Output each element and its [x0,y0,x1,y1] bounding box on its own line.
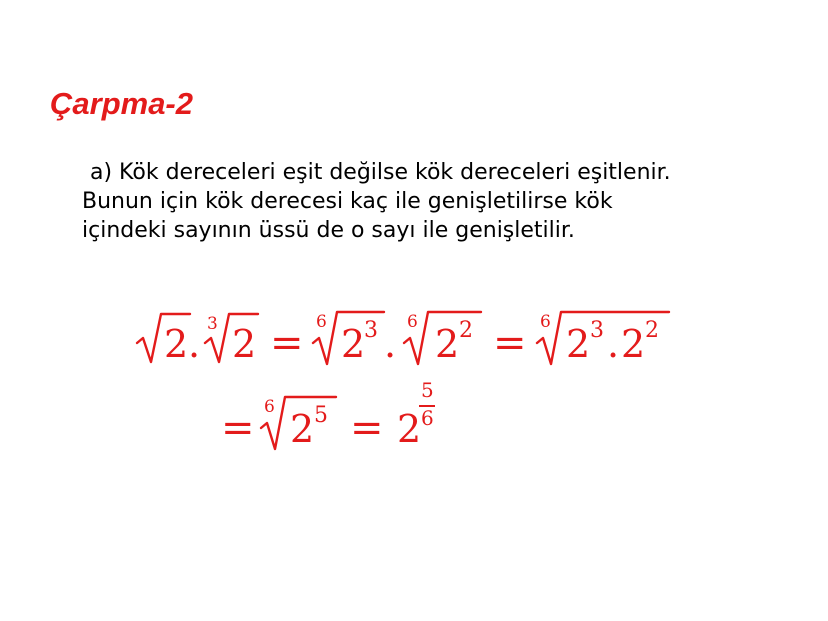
root6-4-base: 2 [290,407,315,451]
fraction-numerator: 5 [421,378,434,402]
root6-2-base: 2 [435,322,460,366]
cbrt-radicand: 2 [232,322,257,366]
body-line-1: a) Kök dereceleri eşit değilse kök dereceleri eşitlenir. [90,160,671,185]
equals-2: = [493,320,527,366]
root6-3-exp-2: 2 [645,318,659,343]
slide-title: Çarpma-2 [50,86,193,121]
root6-2-exp: 2 [459,318,473,343]
multiply-dot-2: . [384,322,397,366]
cbrt-index: 3 [207,314,218,334]
root6-3-base-1: 2 [566,322,591,366]
power-base: 2 [397,407,422,451]
root6-index-4: 6 [264,397,275,417]
multiply-dot-1: . [188,322,201,366]
root6-index-3: 6 [540,312,551,332]
equals-3: = [221,405,255,451]
body-line-2: Bunun için kök derecesi kaç ile genişletilirse kök [82,189,613,214]
root6-1-base: 2 [341,322,366,366]
equals-1: = [270,320,304,366]
root6-index-2: 6 [407,312,418,332]
body-line-3: içindeki sayının üssü de o sayı ile genişletilir. [82,218,575,243]
root6-index-1: 6 [316,312,327,332]
root6-1-exp: 3 [364,318,378,343]
root6-4-exp: 5 [314,403,328,428]
equals-4: = [350,405,384,451]
root6-3-base-2: 2 [621,322,646,366]
root6-3-exp-1: 3 [590,318,604,343]
root6-3-dot: . [607,322,620,366]
sqrt1-radicand: 2 [164,322,189,366]
fraction-denominator: 6 [421,406,434,430]
